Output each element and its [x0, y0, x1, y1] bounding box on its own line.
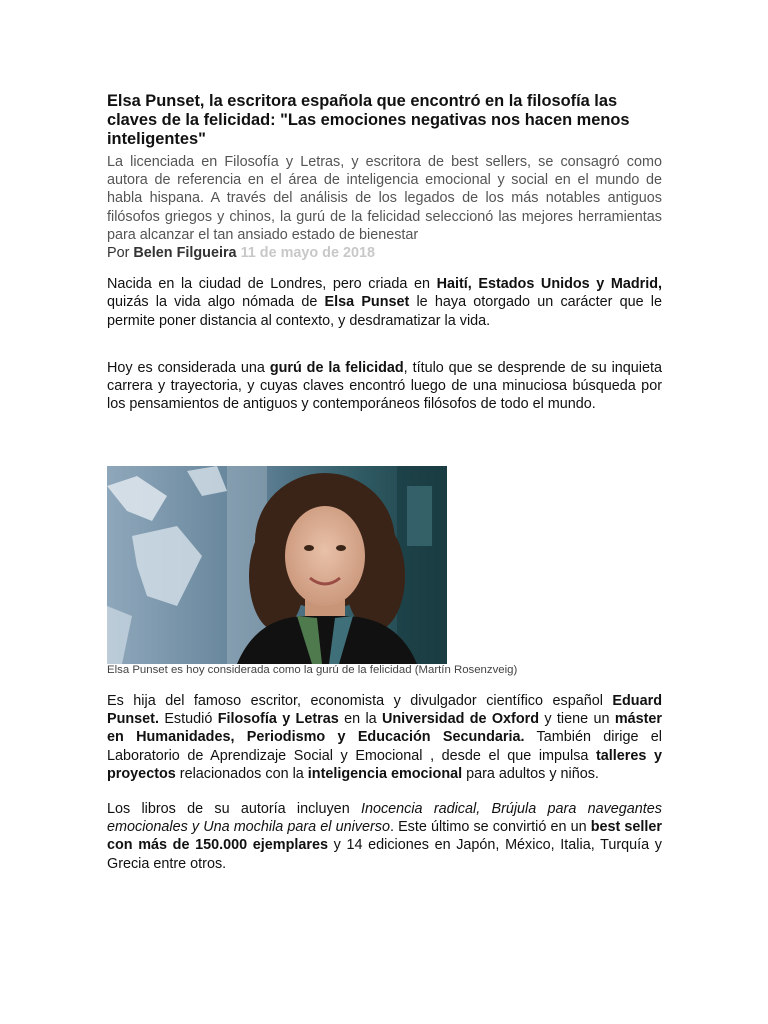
- article-header: [107, 92, 662, 413]
- byline-author[interactable]: Belen Filgueira: [133, 245, 237, 262]
- text-run: Los libros de su autoría incluyen: [107, 801, 361, 818]
- text-run: . Este último se convirtió en un: [389, 819, 591, 836]
- paragraph-guru: [107, 359, 662, 414]
- bold-run: Eduard Punset.: [107, 693, 662, 728]
- bold-run: Haití, Estados Unidos y Madrid,: [436, 276, 663, 293]
- byline-prefix: Por: [107, 245, 130, 262]
- bold-run: talleres y proyectos: [107, 747, 662, 782]
- text-run: Nacida en la ciudad de Londres, pero criada en: [107, 276, 437, 293]
- text-run: para adultos y niños.: [462, 765, 599, 782]
- text-run: Estudió: [158, 711, 218, 728]
- paragraph-books: [107, 800, 662, 873]
- italic-run: Inocencia radical, Brújula para navegantes emocionales y Una mochila para el universo: [107, 801, 662, 836]
- bold-run: gurú de la felicidad: [269, 359, 404, 376]
- paragraph-family: [107, 692, 662, 783]
- article-photo: [107, 466, 447, 664]
- portrait-photo-icon: [107, 466, 447, 664]
- article-lede: La licenciada en Filosofía y Letras, y escritora de best sellers, se consagró como autora de referencia en el área de inteligencia emocional y social en el mundo de habla hispana. A través del análisis de los legados de los más notables antiguos filósofos griegos y chinos, la gurú de la felicidad seleccionó las mejores herramientas para alcanzar el tan ansiado estado de bienestar: [107, 154, 662, 243]
- text-run: , título que se desprende de su inquieta carrera y trayectoria, y cuyas claves encontró luego de una minuciosa búsqueda por los pensamientos de antiguos y contemporáneos filósofos de todo el mundo.: [107, 359, 663, 413]
- photo-caption: Elsa Punset es hoy considerada como la gurú de la felicidad (Martín Rosenzveig): [107, 664, 518, 676]
- article-body-lower: [107, 692, 662, 873]
- byline: [107, 244, 662, 262]
- text-run: También dirige el Laboratorio de Aprendizaje Social y Emocional , desde el que impulsa: [107, 729, 662, 764]
- text-run: y 14 ediciones en Japón, México, Italia, Turquía y Grecia entre otros.: [107, 837, 662, 872]
- text-run: le haya otorgado un carácter que le permite poner distancia al contexto, y desdramatizar la vida.: [107, 294, 662, 329]
- bold-run: Elsa Punset: [324, 294, 410, 311]
- article-title: Elsa Punset, la escritora española que encontró en la filosofía las claves de la felicidad: "Las emociones negativas nos hacen menos inteligentes": [107, 92, 630, 148]
- text-run: quizás la vida algo nómada de: [107, 294, 325, 311]
- text-run: Es hija del famoso escritor, economista y divulgador científico español: [107, 693, 613, 709]
- byline-date: 11 de mayo de 2018: [240, 245, 375, 262]
- bold-run: Universidad de Oxford: [382, 711, 540, 728]
- bold-run: best seller con más de 150.000 ejemplares: [107, 819, 662, 854]
- text-run: Hoy es considerada una: [107, 359, 270, 376]
- bold-run: inteligencia emocional: [307, 765, 463, 782]
- text-run: relacionados con la: [175, 765, 308, 782]
- text-run: en la: [338, 711, 382, 728]
- bold-run: máster en Humanidades, Periodismo y Educación Secundaria.: [107, 711, 663, 746]
- text-run: y tiene un: [539, 711, 615, 728]
- paragraph-birth: [107, 275, 662, 330]
- bold-run: Filosofía y Letras: [217, 711, 339, 728]
